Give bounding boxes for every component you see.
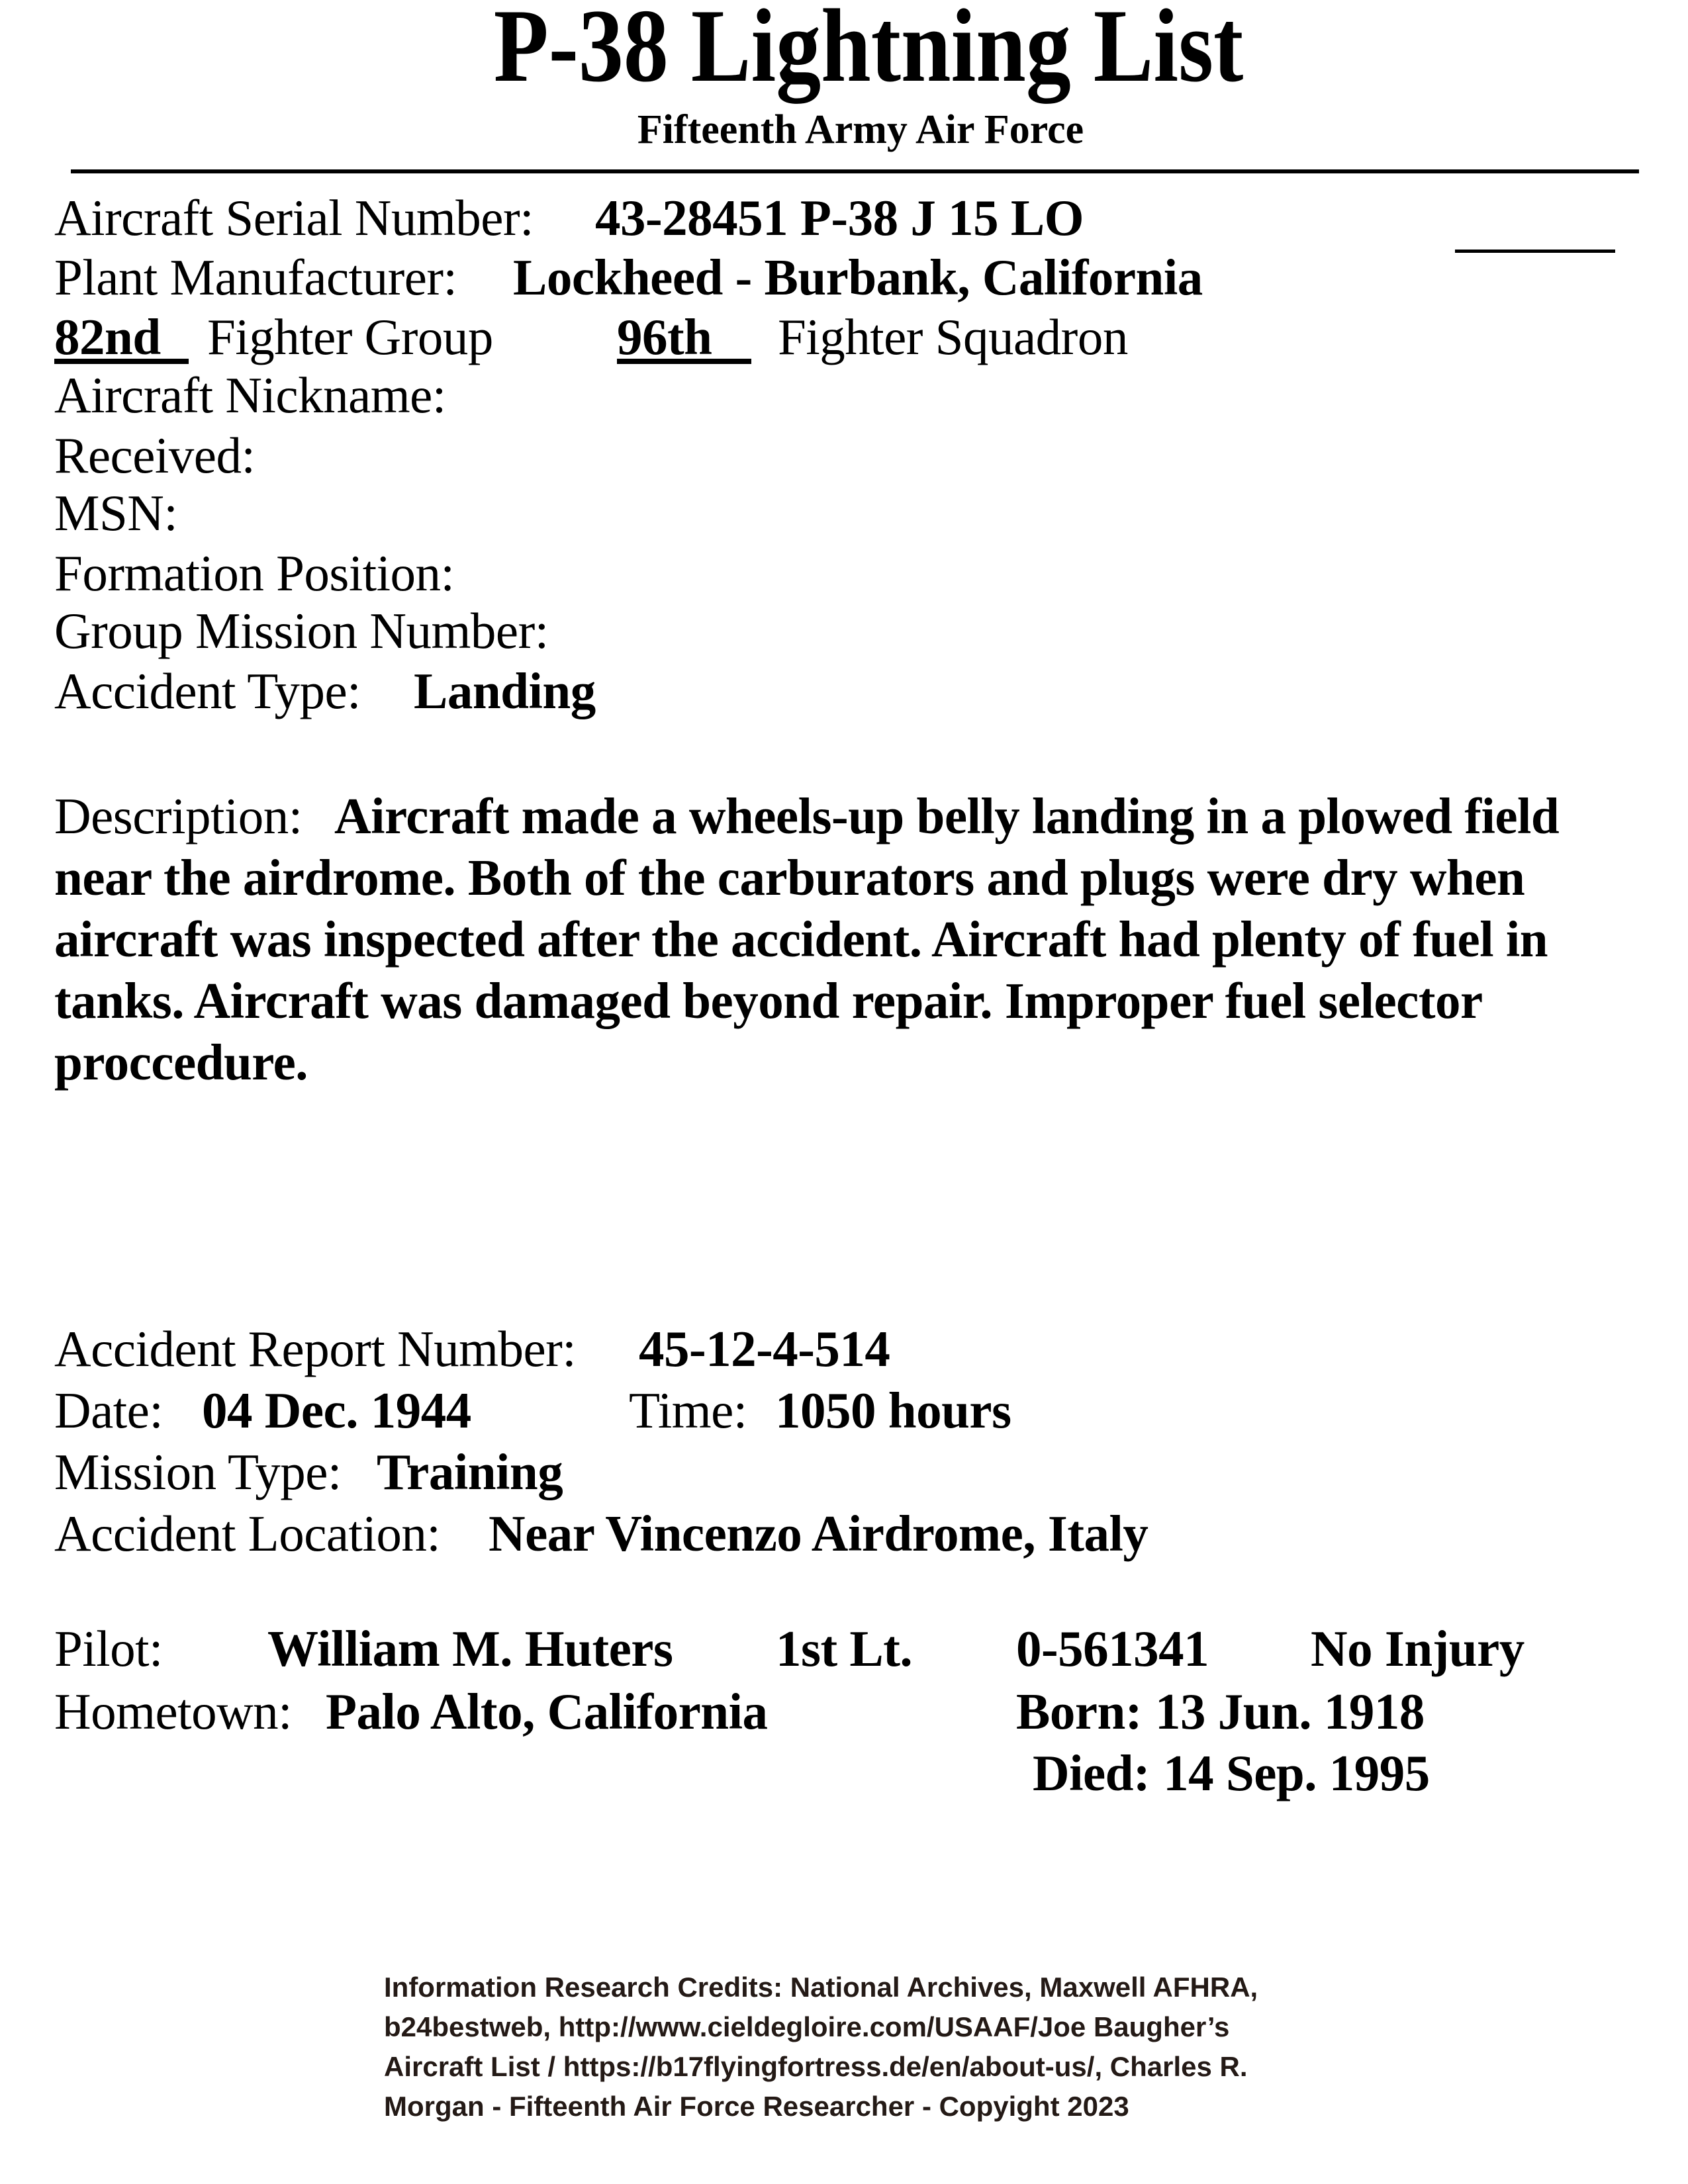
field-value: Near Vincenzo Airdrome, Italy [489, 1505, 1149, 1562]
died-value: 14 Sep. 1995 [1163, 1745, 1430, 1801]
group-number: 82nd [54, 307, 189, 364]
field-value: Lockheed - Burbank, California [513, 249, 1203, 306]
pilot-label: Pilot: [54, 1620, 163, 1677]
born-value: 13 Jun. 1918 [1155, 1683, 1425, 1740]
field-aircraft-nickname [54, 365, 446, 426]
field-mission-type [54, 1442, 563, 1502]
credits-line: Morgan - Fifteenth Air Force Researcher - Copyight 2023 [384, 2091, 1129, 2122]
field-value: 04 Dec. 1944 [202, 1382, 471, 1439]
pilot-name: William M. Huters [267, 1620, 673, 1677]
died-row [54, 1743, 1430, 1803]
field-label: Formation Position: [54, 545, 455, 602]
header-divider [71, 169, 1639, 173]
field-accident-location [54, 1504, 1148, 1564]
page-title: P-38 Lightning List [493, 0, 1244, 104]
field-label: Description: [54, 788, 303, 844]
field-accident-report-number [54, 1319, 890, 1379]
field-label: Accident Type: [54, 662, 361, 719]
blank-underscore [1455, 250, 1615, 253]
field-label: Accident Report Number: [54, 1320, 577, 1377]
field-group-squadron [54, 307, 1128, 367]
credits-line: b24bestweb, http://www.cieldegloire.com/USAAF/Joe Baugher’s [384, 2011, 1230, 2042]
field-label: Accident Location: [54, 1505, 441, 1562]
page-subtitle: Fifteenth Army Air Force [637, 107, 1084, 152]
field-label: Time: [629, 1382, 747, 1439]
credits-line: Aircraft List / https://b17flyingfortress.de/en/about-us/, Charles R. [384, 2051, 1248, 2082]
field-label: Hometown: [54, 1683, 293, 1740]
credits-footer [384, 1968, 1258, 2126]
field-label: Plant Manufacturer: [54, 249, 457, 306]
field-accident-type [54, 661, 596, 721]
field-value: 45-12-4-514 [639, 1320, 890, 1377]
fighter-group [54, 307, 617, 367]
squadron-label: Fighter Squadron [778, 308, 1128, 365]
field-value: 1050 hours [775, 1382, 1011, 1439]
born-label: Born: [1016, 1683, 1142, 1740]
credits-line: Information Research Credits: National Archives, Maxwell AFHRA, [384, 1972, 1258, 2003]
description-paragraph [54, 786, 1610, 1093]
squadron-number: 96th [617, 307, 751, 364]
field-label: Mission Type: [54, 1443, 342, 1500]
description-text: Aircraft made a wheels-up belly landing in a plowed field near the airdrome. Both of the carburators and plugs were dry when aircraft was inspected after the accident. Aircraft had plenty of fuel in tanks. Aircraft was damaged beyond repair. Improper fuel selector proccedure. [54, 788, 1560, 1091]
field-label: Aircraft Serial Number: [54, 189, 534, 246]
field-formation-position [54, 543, 454, 604]
pilot-injury: No Injury [1311, 1620, 1524, 1677]
field-label: MSN: [54, 484, 178, 541]
group-label: Fighter Group [207, 308, 493, 365]
field-date-time [54, 1381, 1011, 1441]
field-group-mission-number [54, 601, 549, 661]
field-label: Received: [54, 427, 256, 484]
pilot-rank: 1st Lt. [776, 1620, 913, 1677]
field-label: Group Mission Number: [54, 602, 549, 659]
field-value: Landing [414, 662, 596, 719]
field-value: Palo Alto, California [326, 1683, 768, 1740]
field-received [54, 426, 255, 486]
date-pair [54, 1381, 629, 1441]
field-label: Date: [54, 1382, 164, 1439]
field-aircraft-serial-number [54, 188, 1084, 248]
died-label: Died: [1033, 1745, 1150, 1801]
pilot-row [54, 1619, 1524, 1679]
field-label: Aircraft Nickname: [54, 367, 446, 424]
field-value: Training [377, 1443, 563, 1500]
field-msn [54, 483, 177, 543]
field-value: 43-28451 P-38 J 15 LO [595, 189, 1084, 246]
field-plant-manufacturer [54, 248, 1203, 308]
hometown-row [54, 1682, 1425, 1742]
pilot-serial: 0-561341 [1016, 1620, 1209, 1677]
